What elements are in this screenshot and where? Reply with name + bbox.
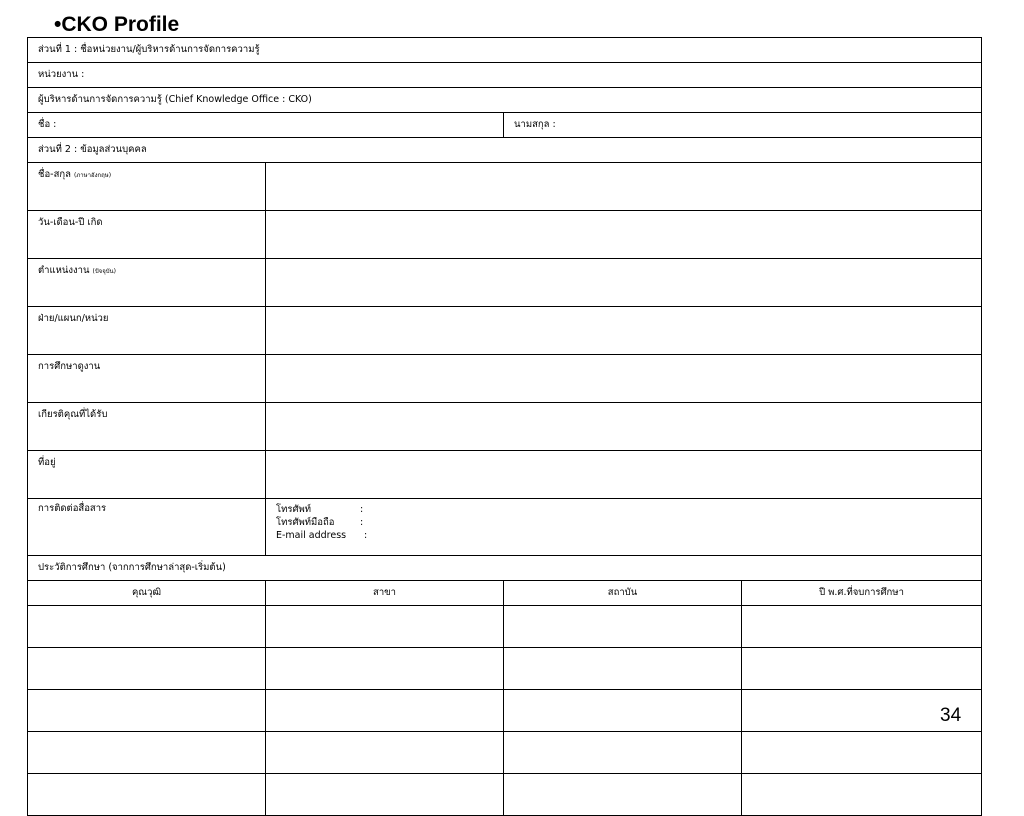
personal-field-label-text: ฝ่าย/แผนก/หน่วย	[38, 313, 109, 324]
personal-field-label	[28, 211, 266, 259]
education-cell[interactable]	[742, 732, 982, 774]
personal-field-row	[28, 451, 982, 499]
education-cell[interactable]	[28, 648, 266, 690]
education-cell[interactable]	[266, 732, 504, 774]
section2-header: ส่วนที่ 2 : ข้อมูลส่วนบุคคล	[28, 138, 982, 163]
education-cell[interactable]	[28, 732, 266, 774]
education-col-major: สาขา	[266, 581, 504, 606]
education-cell[interactable]	[266, 648, 504, 690]
education-cell[interactable]	[266, 606, 504, 648]
education-cell[interactable]	[504, 690, 742, 732]
education-cell[interactable]	[28, 774, 266, 816]
page-number: 34	[940, 705, 962, 726]
personal-field-value[interactable]	[266, 307, 982, 355]
education-column-header-row	[28, 581, 982, 606]
mobile-label: โทรศัพท์มือถือ	[276, 517, 335, 528]
personal-field-label	[28, 163, 266, 211]
contact-label: การติดต่อสื่อสาร	[28, 499, 266, 556]
education-row	[28, 774, 982, 816]
contact-field[interactable]	[266, 499, 982, 556]
personal-field-label	[28, 355, 266, 403]
education-cell[interactable]	[28, 690, 266, 732]
cko-profile-form	[27, 37, 982, 816]
education-row	[28, 732, 982, 774]
education-row	[28, 690, 982, 732]
personal-field-note: (ปัจจุบัน)	[92, 268, 116, 275]
name-row	[28, 113, 982, 138]
education-cell[interactable]	[28, 606, 266, 648]
personal-field-row	[28, 403, 982, 451]
personal-field-label	[28, 451, 266, 499]
education-cell[interactable]	[266, 690, 504, 732]
page-title: •CKO Profile	[54, 13, 180, 36]
personal-field-label-text: ตำแหน่งงาน	[38, 265, 90, 276]
contact-row	[28, 499, 982, 556]
agency-row	[28, 63, 982, 88]
phone-colon: :	[360, 504, 364, 515]
email-line	[276, 529, 981, 542]
education-cell[interactable]	[504, 732, 742, 774]
personal-field-label-text: การศึกษาดูงาน	[38, 361, 101, 372]
cko-row	[28, 88, 982, 113]
last-name-field[interactable]: นามสกุล :	[504, 113, 982, 138]
personal-field-value[interactable]	[266, 355, 982, 403]
education-cell[interactable]	[266, 774, 504, 816]
education-col-institution: สถาบัน	[504, 581, 742, 606]
email-colon: :	[364, 530, 368, 541]
personal-field-value[interactable]	[266, 211, 982, 259]
personal-field-label-text: ที่อยู่	[38, 457, 56, 468]
first-name-field[interactable]: ชื่อ :	[28, 113, 504, 138]
personal-field-value[interactable]	[266, 403, 982, 451]
personal-field-label	[28, 403, 266, 451]
personal-field-row	[28, 211, 982, 259]
education-header: ประวัติการศึกษา (จากการศึกษาล่าสุด-เริ่มต้น)	[28, 556, 982, 581]
personal-field-label-text: วัน-เดือน-ปี เกิด	[38, 217, 103, 228]
agency-field[interactable]: หน่วยงาน :	[28, 63, 982, 88]
personal-field-value[interactable]	[266, 451, 982, 499]
personal-field-label-text: ชื่อ-สกุล	[38, 169, 71, 180]
education-cell[interactable]	[742, 606, 982, 648]
email-label: E-mail address	[276, 530, 347, 541]
education-cell[interactable]	[504, 774, 742, 816]
education-cell[interactable]	[742, 774, 982, 816]
personal-field-label	[28, 259, 266, 307]
personal-field-value[interactable]	[266, 259, 982, 307]
personal-field-row	[28, 355, 982, 403]
personal-field-row	[28, 163, 982, 211]
personal-field-note: (ภาษาอังกฤษ)	[73, 172, 112, 179]
mobile-colon: :	[360, 517, 364, 528]
personal-field-value[interactable]	[266, 163, 982, 211]
education-col-qualification: คุณวุฒิ	[28, 581, 266, 606]
education-row	[28, 606, 982, 648]
cko-label: ผู้บริหารด้านการจัดการความรู้ (Chief Knowledge Office : CKO)	[28, 88, 982, 113]
section1-header: ส่วนที่ 1 : ชื่อหน่วยงาน/ผู้บริหารด้านการจัดการความรู้	[28, 38, 982, 63]
education-header-row	[28, 556, 982, 581]
personal-field-label-text: เกียรติคุณที่ได้รับ	[38, 409, 108, 420]
education-col-graduation-year: ปี พ.ศ.ที่จบการศึกษา	[742, 581, 982, 606]
section1-header-row	[28, 38, 982, 63]
mobile-line	[276, 516, 981, 529]
education-cell[interactable]	[742, 648, 982, 690]
education-row	[28, 648, 982, 690]
phone-label: โทรศัพท์	[276, 504, 312, 515]
education-cell[interactable]	[504, 606, 742, 648]
phone-line	[276, 503, 981, 516]
section2-header-row	[28, 138, 982, 163]
personal-field-row	[28, 259, 982, 307]
personal-field-row	[28, 307, 982, 355]
personal-field-label	[28, 307, 266, 355]
education-cell[interactable]	[504, 648, 742, 690]
